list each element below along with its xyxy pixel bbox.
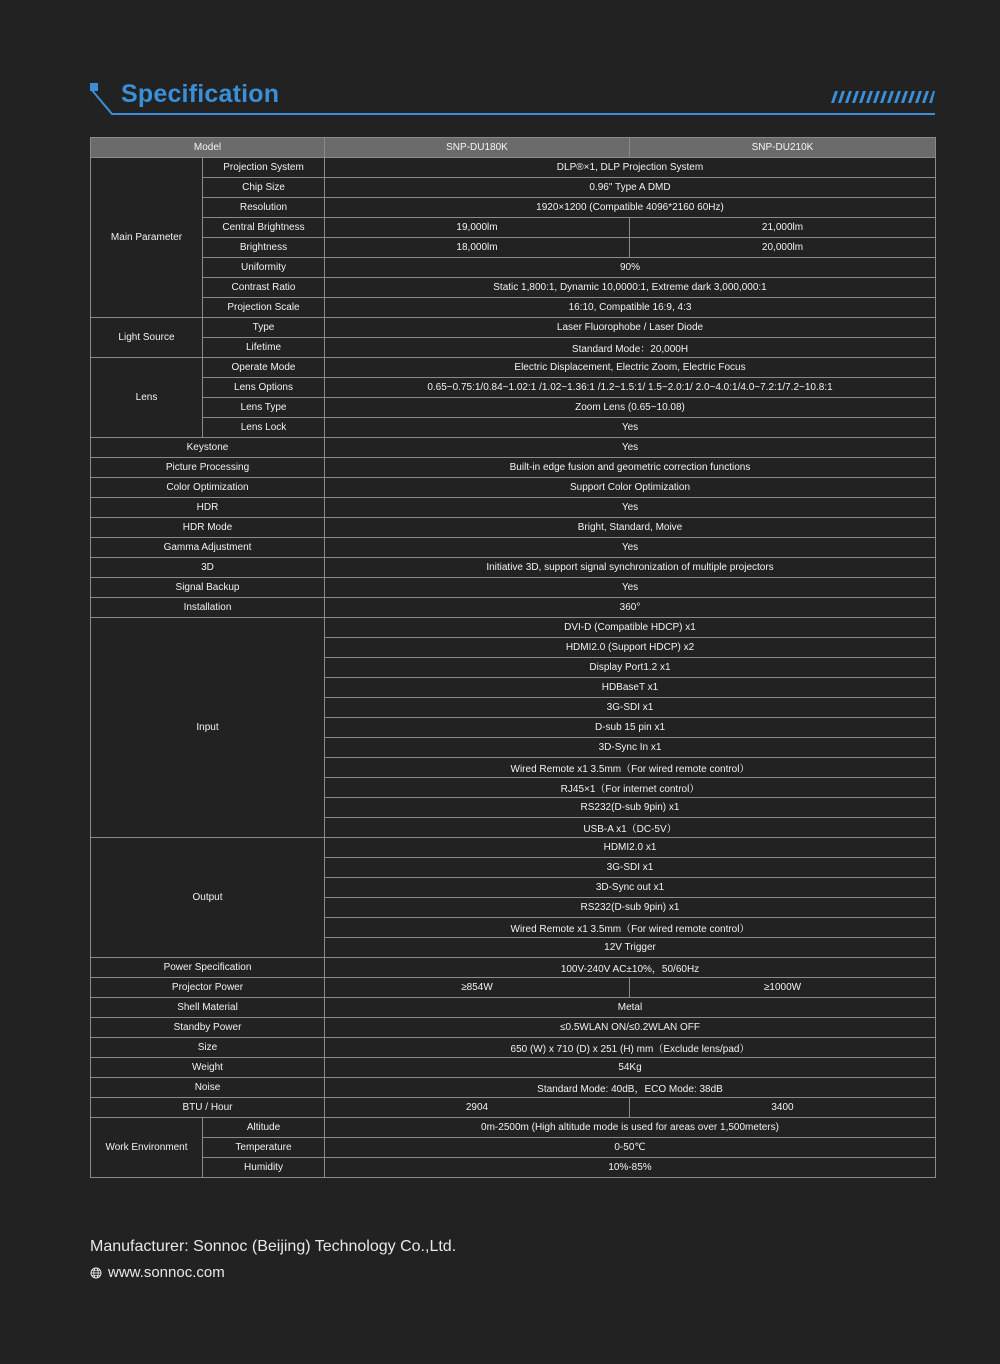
- row-value: 90%: [325, 258, 936, 278]
- row-label: HDR Mode: [91, 518, 325, 538]
- row-label: 3D: [91, 558, 325, 578]
- row-value: Yes: [325, 578, 936, 598]
- row-value: Built-in edge fusion and geometric correction functions: [325, 458, 936, 478]
- row-label: Lens Lock: [203, 418, 325, 438]
- table-row: [91, 158, 936, 178]
- row-label: Power Specification: [91, 958, 325, 978]
- table-row: [91, 538, 936, 558]
- table-row: [91, 318, 936, 338]
- table-row: [91, 1058, 936, 1078]
- header-model-b: SNP-DU210K: [630, 138, 936, 158]
- table-row: [91, 1018, 936, 1038]
- row-label: Installation: [91, 598, 325, 618]
- group-main-parameter: Main Parameter: [91, 158, 203, 318]
- row-value: 0-50℃: [325, 1138, 936, 1158]
- table-row: [91, 1118, 936, 1138]
- row-label: Projection System: [203, 158, 325, 178]
- table-row: [91, 998, 936, 1018]
- group-input: Input: [91, 618, 325, 838]
- row-value: Wired Remote x1 3.5mm（For wired remote control）: [325, 918, 936, 938]
- row-value: 3G-SDI x1: [325, 858, 936, 878]
- row-label: Keystone: [91, 438, 325, 458]
- group-work-environment: Work Environment: [91, 1118, 203, 1178]
- row-label: BTU / Hour: [91, 1098, 325, 1118]
- row-value: 0.65~0.75:1/0.84~1.02:1 /1.02~1.36:1 /1.2~1.5:1/ 1.5~2.0:1/ 2.0~4.0:1/4.0~7.2:1/7.2~10.8:1: [325, 378, 936, 398]
- row-value: USB-A x1（DC-5V）: [325, 818, 936, 838]
- table-row: [91, 578, 936, 598]
- row-value: Electric Displacement, Electric Zoom, Electric Focus: [325, 358, 936, 378]
- row-value: Zoom Lens (0.65~10.08): [325, 398, 936, 418]
- table-row: [91, 418, 936, 438]
- row-label: Noise: [91, 1078, 325, 1098]
- row-value: Yes: [325, 418, 936, 438]
- manufacturer-text: Manufacturer: Sonnoc (Beijing) Technology Co.,Ltd.: [90, 1238, 457, 1255]
- row-label: Temperature: [203, 1138, 325, 1158]
- row-label: Projector Power: [91, 978, 325, 998]
- row-label: Resolution: [203, 198, 325, 218]
- table-row: [91, 958, 936, 978]
- table-row: [91, 498, 936, 518]
- row-value: 3D-Sync out x1: [325, 878, 936, 898]
- row-label: Color Optimization: [91, 478, 325, 498]
- row-value-a: 18,000lm: [325, 238, 630, 258]
- row-value: Bright, Standard, Moive: [325, 518, 936, 538]
- header-model-label: Model: [91, 138, 325, 158]
- table-row: [91, 478, 936, 498]
- table-row: [91, 278, 936, 298]
- row-value: Metal: [325, 998, 936, 1018]
- row-value: 650 (W) x 710 (D) x 251 (H) mm（Exclude lens/pad）: [325, 1038, 936, 1058]
- row-value: 54Kg: [325, 1058, 936, 1078]
- row-value-a: ≥854W: [325, 978, 630, 998]
- row-value: DLP®×1, DLP Projection System: [325, 158, 936, 178]
- row-value: Wired Remote x1 3.5mm（For wired remote control）: [325, 758, 936, 778]
- page-title: Specification: [121, 80, 280, 108]
- row-value-b: 20,000lm: [630, 238, 936, 258]
- row-value: 1920×1200 (Compatible 4096*2160 60Hz): [325, 198, 936, 218]
- row-value: 0.96" Type A DMD: [325, 178, 936, 198]
- row-value: Standard Mode: 40dB，ECO Mode: 38dB: [325, 1078, 936, 1098]
- row-value: RS232(D-sub 9pin) x1: [325, 898, 936, 918]
- row-value-b: 3400: [630, 1098, 936, 1118]
- group-light-source: Light Source: [91, 318, 203, 358]
- row-label: Contrast Ratio: [203, 278, 325, 298]
- table-row: [91, 398, 936, 418]
- row-value: HDBaseT x1: [325, 678, 936, 698]
- row-label: Lens Options: [203, 378, 325, 398]
- row-label: Type: [203, 318, 325, 338]
- row-label: Uniformity: [203, 258, 325, 278]
- row-value: Display Port1.2 x1: [325, 658, 936, 678]
- table-row: [91, 838, 936, 858]
- row-value: 3D-Sync In x1: [325, 738, 936, 758]
- table-row: [91, 198, 936, 218]
- row-label: Lens Type: [203, 398, 325, 418]
- row-label: Humidity: [203, 1158, 325, 1178]
- table-row: [91, 258, 936, 278]
- stripes-decoration-icon: [831, 91, 935, 103]
- row-label: HDR: [91, 498, 325, 518]
- group-lens: Lens: [91, 358, 203, 438]
- spec-header: [90, 78, 935, 118]
- row-label: Shell Material: [91, 998, 325, 1018]
- row-value: Yes: [325, 438, 936, 458]
- table-row: [91, 238, 936, 258]
- row-label: Size: [91, 1038, 325, 1058]
- row-label: Standby Power: [91, 1018, 325, 1038]
- row-value-b: 21,000lm: [630, 218, 936, 238]
- row-label: Lifetime: [203, 338, 325, 358]
- row-value: Standard Mode：20,000H: [325, 338, 936, 358]
- row-label: Projection Scale: [203, 298, 325, 318]
- table-row: [91, 598, 936, 618]
- row-value: DVI-D (Compatible HDCP) x1: [325, 618, 936, 638]
- row-label: Chip Size: [203, 178, 325, 198]
- row-value: Static 1,800:1, Dynamic 10,0000:1, Extreme dark 3,000,000:1: [325, 278, 936, 298]
- row-value: D-sub 15 pin x1: [325, 718, 936, 738]
- spec-table: [90, 137, 936, 1178]
- row-value: 16:10, Compatible 16:9, 4:3: [325, 298, 936, 318]
- row-value: Yes: [325, 538, 936, 558]
- row-label: Operate Mode: [203, 358, 325, 378]
- group-output: Output: [91, 838, 325, 958]
- row-value: 10%-85%: [325, 1158, 936, 1178]
- table-row: [91, 1098, 936, 1118]
- header-model-a: SNP-DU180K: [325, 138, 630, 158]
- row-value-b: ≥1000W: [630, 978, 936, 998]
- table-row: [91, 1158, 936, 1178]
- row-label: Altitude: [203, 1118, 325, 1138]
- table-row: [91, 218, 936, 238]
- row-label: Central Brightness: [203, 218, 325, 238]
- table-row: [91, 618, 936, 638]
- table-row: [91, 1038, 936, 1058]
- row-value: Support Color Optimization: [325, 478, 936, 498]
- website-line[interactable]: [90, 1264, 225, 1281]
- row-value: RJ45×1（For internet control）: [325, 778, 936, 798]
- table-row: [91, 298, 936, 318]
- row-value: 12V Trigger: [325, 938, 936, 958]
- table-row: [91, 178, 936, 198]
- row-value: HDMI2.0 (Support HDCP) x2: [325, 638, 936, 658]
- website-link[interactable]: www.sonnoc.com: [108, 1264, 225, 1281]
- table-row: [91, 438, 936, 458]
- row-value: RS232(D-sub 9pin) x1: [325, 798, 936, 818]
- row-value: 3G-SDI x1: [325, 698, 936, 718]
- table-row: [91, 378, 936, 398]
- row-value: 0m-2500m (High altitude mode is used for areas over 1,500meters): [325, 1118, 936, 1138]
- row-value: HDMI2.0 x1: [325, 838, 936, 858]
- row-value: 360°: [325, 598, 936, 618]
- table-row: [91, 558, 936, 578]
- row-value: Laser Fluorophobe / Laser Diode: [325, 318, 936, 338]
- table-row: [91, 1078, 936, 1098]
- table-row: [91, 1138, 936, 1158]
- row-label: Signal Backup: [91, 578, 325, 598]
- row-label: Picture Processing: [91, 458, 325, 478]
- row-value: ≤0.5WLAN ON/≤0.2WLAN OFF: [325, 1018, 936, 1038]
- row-value: Yes: [325, 498, 936, 518]
- row-label: Brightness: [203, 238, 325, 258]
- row-value: Initiative 3D, support signal synchronization of multiple projectors: [325, 558, 936, 578]
- globe-icon: [90, 1267, 102, 1279]
- table-row: [91, 358, 936, 378]
- row-value: 100V-240V AC±10%，50/60Hz: [325, 958, 936, 978]
- table-row: [91, 978, 936, 998]
- table-row: [91, 338, 936, 358]
- table-header-row: [91, 138, 936, 158]
- table-row: [91, 518, 936, 538]
- table-row: [91, 458, 936, 478]
- row-value-a: 19,000lm: [325, 218, 630, 238]
- row-value-a: 2904: [325, 1098, 630, 1118]
- row-label: Gamma Adjustment: [91, 538, 325, 558]
- row-label: Weight: [91, 1058, 325, 1078]
